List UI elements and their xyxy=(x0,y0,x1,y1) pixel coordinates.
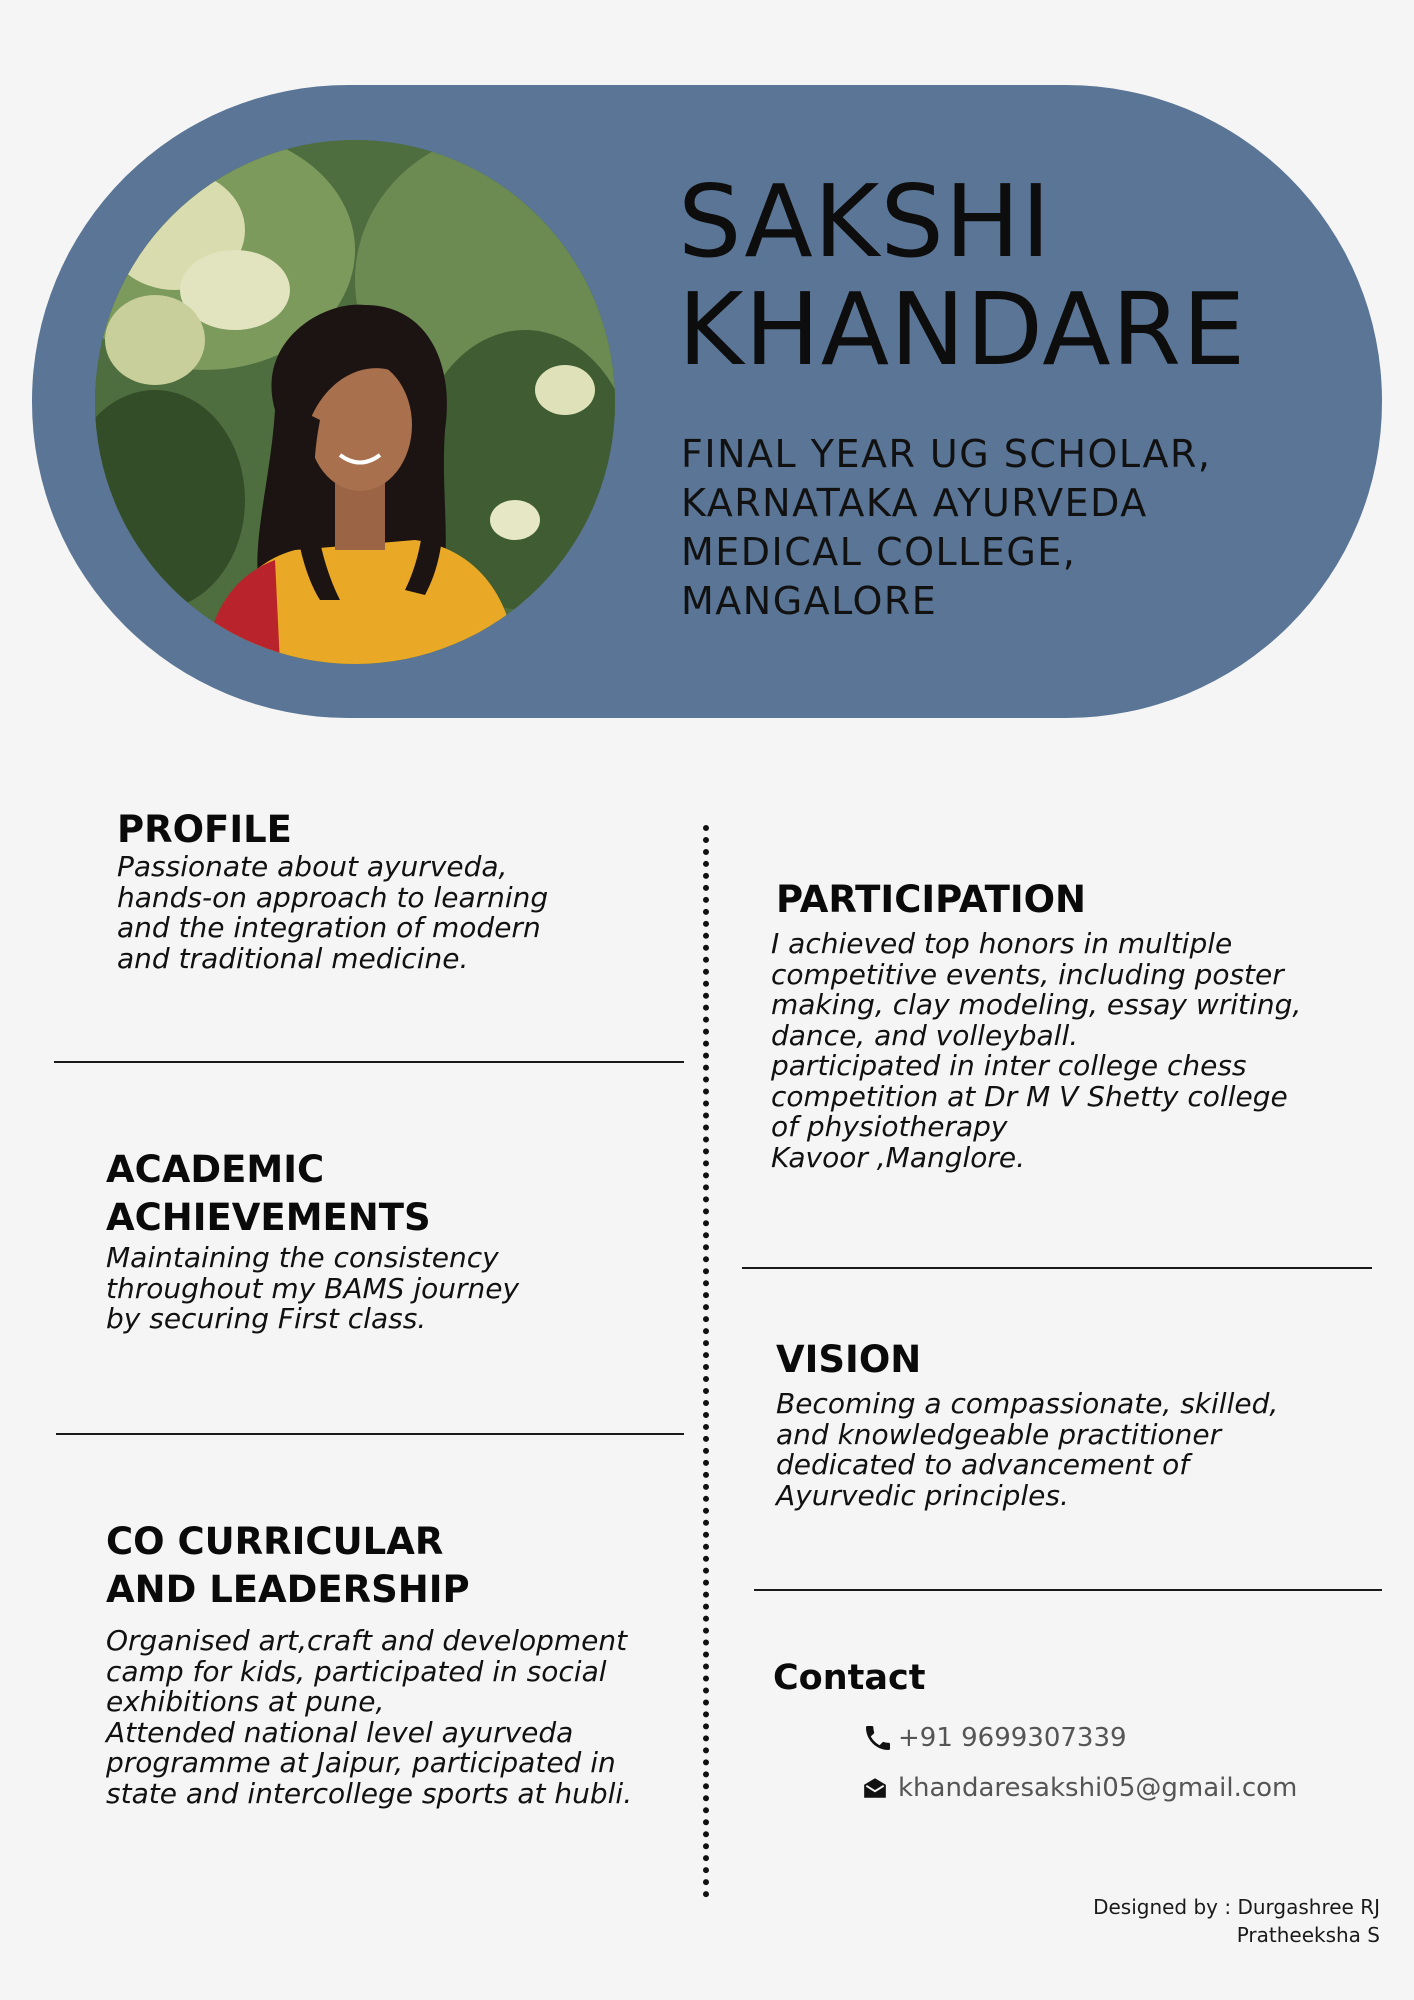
contact-heading: Contact xyxy=(773,1658,926,1698)
name-first: SAKSHI xyxy=(678,163,1052,280)
title-line: KARNATAKA AYURVEDA xyxy=(681,481,1148,525)
contact-email[interactable] xyxy=(862,1773,1297,1803)
section-divider xyxy=(754,1589,1382,1591)
person-name xyxy=(678,163,1247,388)
profile-text: Passionate about ayurveda, hands-on approach to learning and the integration of modern and traditional medicine. xyxy=(117,850,549,975)
phone-number[interactable]: +91 9699307339 xyxy=(898,1723,1127,1753)
person-title xyxy=(681,430,1301,626)
cocurricular-heading: CO CURRICULAR AND LEADERSHIP xyxy=(106,1520,470,1611)
profile-photo xyxy=(95,140,615,664)
title-line: MANGALORE xyxy=(681,579,938,623)
contact-phone[interactable] xyxy=(862,1722,1127,1754)
section-divider xyxy=(56,1433,684,1435)
center-dotted-divider xyxy=(703,825,709,1898)
section-divider xyxy=(54,1061,684,1063)
title-line: FINAL YEAR UG SCHOLAR, xyxy=(681,432,1212,476)
profile-heading: PROFILE xyxy=(117,808,292,851)
cocurricular-text: Organised art,craft and development camp for kids, participated in social exhibitions at pune, Attended national level ayurveda programme at Jaipur, participated in state and intercollege sports at hubli. xyxy=(106,1624,633,1810)
email-address[interactable]: khandaresakshi05@gmail.com xyxy=(898,1773,1298,1803)
credit-line: Designed by : Durgashree RJ xyxy=(1093,1895,1380,1919)
participation-heading: PARTICIPATION xyxy=(776,878,1087,921)
vision-heading: VISION xyxy=(776,1338,922,1381)
section-divider xyxy=(742,1267,1372,1269)
profile-photo-illustration xyxy=(95,140,615,664)
title-line: MEDICAL COLLEGE, xyxy=(681,530,1077,574)
vision-text: Becoming a compassionate, skilled, and knowledgeable practitioner dedicated to advancement of Ayurvedic principles. xyxy=(776,1387,1279,1512)
design-credits xyxy=(1093,1893,1380,1949)
credit-line: Pratheeksha S xyxy=(1236,1923,1380,1947)
academic-heading: ACADEMIC ACHIEVEMENTS xyxy=(106,1148,431,1239)
name-last: KHANDARE xyxy=(678,271,1247,388)
participation-text: I achieved top honors in multiple competitive events, including poster making, clay modeling, essay writing, dance, and volleyball. participated in inter college chess competition at Dr M V Shetty college of physiotherapy Kavoor ,Manglore. xyxy=(771,927,1302,1174)
phone-icon xyxy=(862,1722,894,1754)
envelope-icon xyxy=(862,1775,888,1801)
academic-text: Maintaining the consistency throughout my BAMS journey by securing First class. xyxy=(106,1241,520,1335)
